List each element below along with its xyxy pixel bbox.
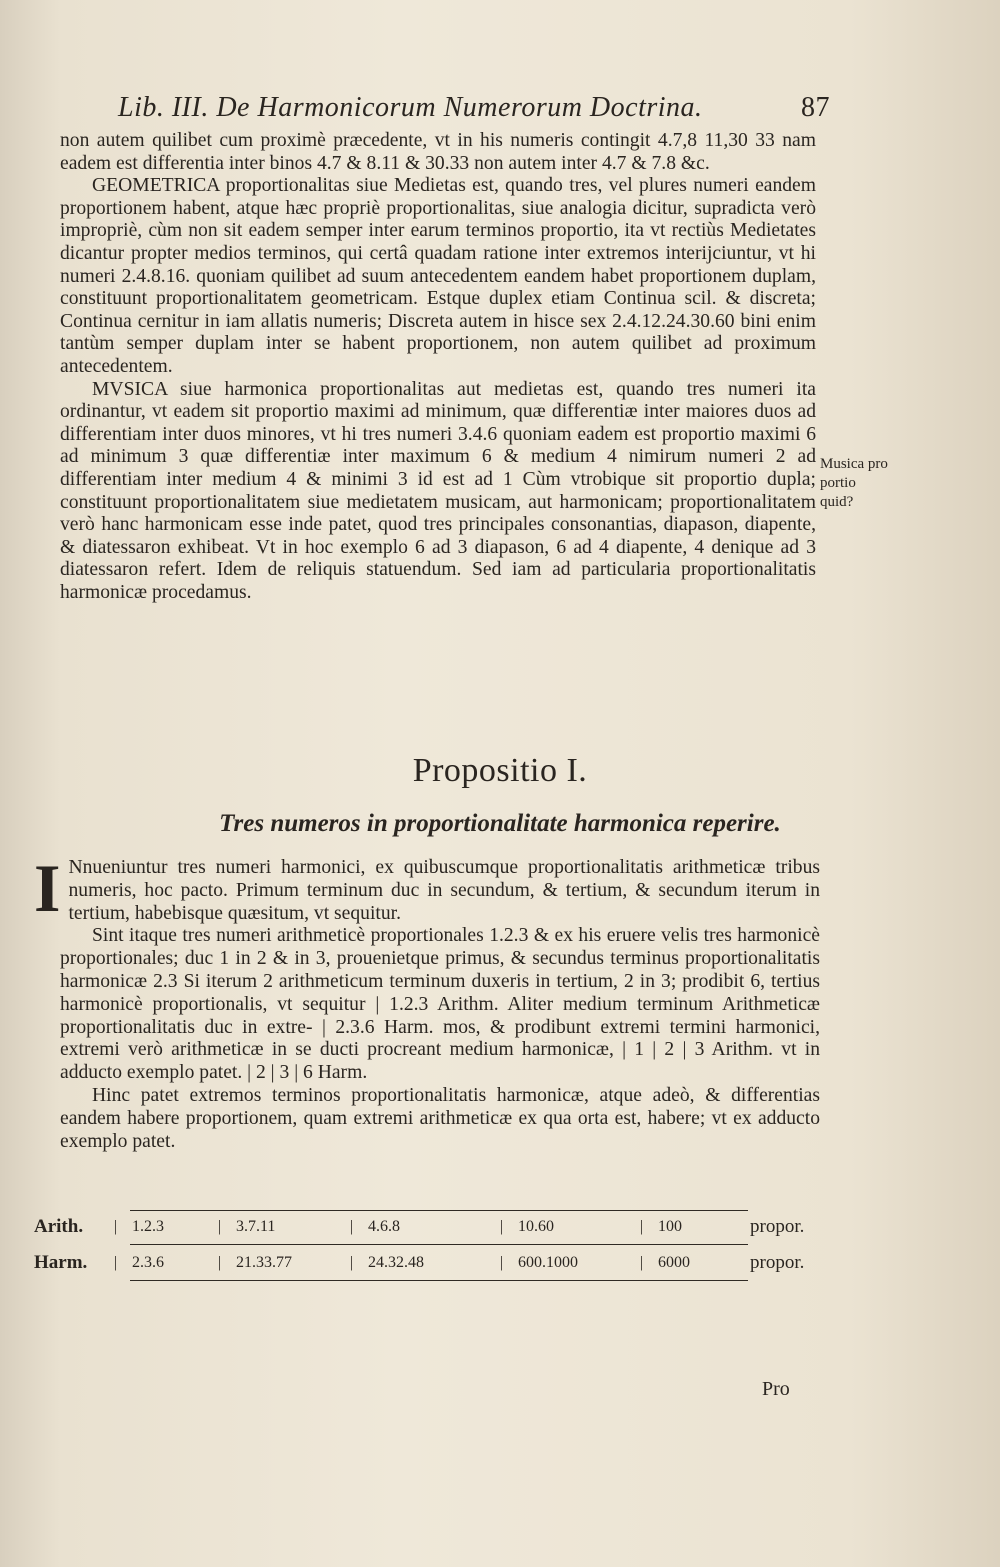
table-cell: 100 (658, 1218, 682, 1235)
proposition-title: Propositio I. (412, 752, 588, 789)
catchword: Pro (762, 1378, 790, 1400)
table-cell: 600.1000 (518, 1254, 578, 1271)
page-header (118, 92, 830, 132)
cell-divider: | (218, 1218, 222, 1235)
proportion-table (30, 1210, 830, 1282)
table-rule (130, 1210, 748, 1211)
proposition-paragraph: Hinc patet extremos terminos proportionalitatis harmonicæ, atque adeò, & differentias eandem habere proportionem, quam extremi arithmeticæ ex qua orta est, habere; vt ex adducto exemplo patet. (60, 1084, 820, 1152)
table-cell: 6000 (658, 1254, 690, 1271)
table-cell: 21.33.77 (236, 1254, 292, 1271)
cell-divider: | (350, 1218, 354, 1235)
row-label: Harm. (34, 1252, 88, 1273)
table-cell: 1.2.3 (132, 1218, 164, 1235)
cell-divider: | (218, 1254, 222, 1271)
cell-divider: | (114, 1254, 118, 1271)
proposition-paragraph (34, 850, 820, 926)
body-paragraph: MVSICA siue harmonica proportionalitas aut medietas est, quando tres numeri ita ordinantur, vt eadem sit proportio maximi ad minimum, quæ differentiæ inter maiores duos ad differentiam inter duos minores, vt hi tres numeri 3.4.6 quoniam eadem est proportio maximi 6 ad minimum 3 quæ differentiæ inter maximum 6 & medium 4 nimirum numeri 2 ad differentiam inter medium 4 & minimi 3 id est ad 1 Cùm vtrobique sit proportio dupla; constituunt proportionalitatem siue medietatem musicam, aut harmonicam; proportionalitatem verò hanc harmonicam esse inde patet, quod tres principales consonantias, diapason, diapente, & diatessaron exhibeat. Vt in hoc exemplo 6 ad 3 diapason, 6 ad 4 diapente, 4 denique ad 3 diatessaron refert. Idem de reliquis statuendum. Sed iam ad particularia proportionalitatis harmonicæ procedamus. (60, 378, 816, 603)
body-paragraph: GEOMETRICA proportionalitas siue Medietas est, quando tres, vel plures numeri eandem proportionem habent, atque hæc propriè proportionalitas, siue analogia dicitur, supradicta verò impropriè, cùm non sit eadem semper inter earum terminos proportio, ita vt rectiùs Medietates dicantur propter medios terminos, qui certâ quadam ratione inter extremos interijciuntur, vt hi numeri 2.4.8.16. quoniam quilibet ad suum antecedentem eandem habet proportionem duplam, constituunt proportionalitatem geometricam. Estque duplex etiam Continua scil. & discreta; Continua cernitur in iam allatis numeris; Discreta autem in hisce sex 2.4.12.24.30.60 bini enim tantùm semper duplam inter se habent proportionem, non autem quilibet ad proximum antecedentem. (60, 175, 816, 377)
table-rule (130, 1280, 748, 1281)
table-cell: 3.7.11 (236, 1218, 276, 1235)
drop-cap: I (34, 850, 61, 926)
table-row (30, 1210, 830, 1246)
table-cell: 2.3.6 (132, 1254, 164, 1271)
page-number: 87 (801, 92, 830, 123)
cell-divider: | (114, 1218, 118, 1235)
proposition-paragraph: Sint itaque tres numeri arithmeticè proportionales 1.2.3 & ex his eruere velis tres harmonicè proportionales; duc 1 in 2 & in 3, prouenietque primus, & secundus terminus proportionalitatis harmonicæ 2.3 Si iterum 2 arithmeticum terminum duxeris in tertium, 2 in 3; prodibit 6, tertius harmonicè proportionalis, vt sequitur | 1.2.3 Arithm. Aliter medium terminum Arithmeticæ proportionalitatis duc in extre- | 2.3.6 Harm. mos, & prodibunt extremi termini harmonici, extremi verò arithmeticæ in se ducti procreant medium harmonicæ, | 1 | 2 | 3 Arithm. vt in adducto exemplo patet. | 2 | 3 | 6 Harm. (60, 925, 820, 1084)
cell-divider: | (500, 1254, 504, 1271)
cell-divider: | (500, 1218, 504, 1235)
table-cell: 4.6.8 (368, 1218, 400, 1235)
cell-divider: | (640, 1218, 644, 1235)
margin-note: Musica pro portio quid? (820, 456, 888, 510)
cell-divider: | (350, 1254, 354, 1271)
row-end-label: propor. (750, 1252, 805, 1273)
row-end-label: propor. (750, 1216, 805, 1237)
table-cell: 24.32.48 (368, 1254, 424, 1271)
table-rule (130, 1244, 748, 1245)
body-paragraph: non autem quilibet cum proximè præcedente, vt in his numeris contingit 4.7,8 11,30 33 nam eadem est differentia inter binos 4.7 & 8.11 & 30.33 non autem inter 4.7 & 7.8 &c. (60, 130, 816, 174)
proposition-paragraph-text: Nnueniuntur tres numeri harmonici, ex quibuscumque proportionalitatis arithmeticæ tribus numeris, hoc pacto. Primum terminum duc in secundum, & tertium, & secundum iterum in tertium, habebisque quæsitum, vt sequitur. (68, 857, 820, 924)
cell-divider: | (640, 1254, 644, 1271)
proposition-body (34, 850, 820, 1153)
table-row (30, 1246, 830, 1282)
main-text (60, 130, 816, 604)
table-cell: 10.60 (518, 1218, 554, 1235)
proposition-subtitle: Tres numeros in proportionalitate harmonica reperire. (219, 810, 781, 837)
running-title: Lib. III. De Harmonicorum Numerorum Doctrina. (118, 92, 703, 123)
row-label: Arith. (34, 1216, 84, 1237)
